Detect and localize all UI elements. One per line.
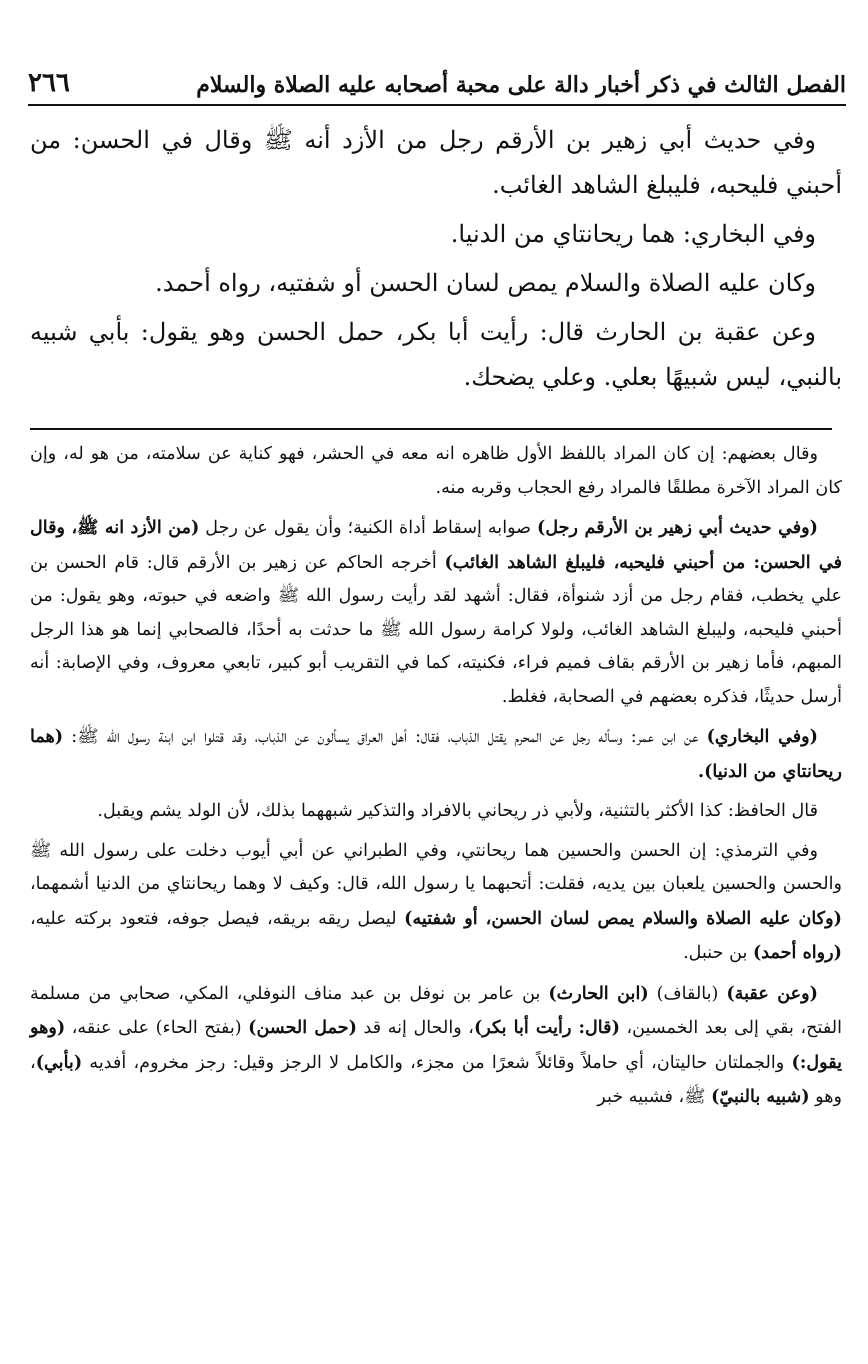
commentary-text: عن ابن عمر: وسأله رجل عن المحرم يقتل الذباب، فقال: أهل العراق يسألون عن الذباب، وقد قتلوا ابن ابنة رسول الله ﷺ:	[63, 727, 707, 747]
quoted-matn-text: (وهو يقول:)	[30, 1017, 842, 1073]
main-paragraph: وكان عليه الصلاة والسلام يمص لسان الحسن أو شفتيه، رواه أحمد.	[155, 269, 816, 297]
quoted-matn-text: (هما ريحانتاي من الدنيا).	[30, 726, 842, 782]
quoted-matn-text: (وفي حديث أبي زهير بن الأرقم رجل)	[537, 517, 818, 538]
commentary-paragraph	[30, 795, 842, 829]
commentary-text: قال الحافظ: كذا الأكثر بالتثنية، ولأبي ذر ريحاني بالافراد والتذكير شبههما بذلك، لأن الولد يشم ويقبل.	[97, 801, 818, 821]
commentary-text: ، وهو	[30, 1052, 842, 1107]
commentary-text: ﷺ، فشبيه خبر	[597, 1087, 712, 1107]
commentary-text: وقال بعضهم: إن كان المراد باللفظ الأول ظاهره انه معه في الحشر، فهو كناية عن سلامته، من هو له، وإن كان المراد الآخرة مطلقًا فالمراد رفع الحجاب وقربه منه.	[30, 444, 842, 498]
quoted-matn-text: (بأبي)	[35, 1051, 83, 1073]
commentary-paragraph	[30, 438, 842, 505]
quoted-matn-text: (قال: رأيت أبا بكر)	[473, 1017, 620, 1038]
commentary-text: (بفتح الحاء) على عنقه،	[65, 1018, 249, 1038]
quoted-matn-text: (رواه أحمد)	[752, 942, 842, 963]
commentary-text: صوابه إسقاط أداة الكنية؛ وأن يقول عن رجل	[199, 518, 538, 538]
commentary-text: (بالقاف)	[648, 983, 727, 1004]
page-number: ٢٦٦	[28, 68, 70, 98]
commentary-paragraph	[30, 511, 842, 714]
commentary-paragraph	[30, 977, 842, 1115]
running-title: الفصل الثالث في ذكر أخبار دالة على محبة أصحابه عليه الصلاة والسلام	[196, 72, 846, 98]
commentary-text: بن حنبل.	[683, 943, 753, 963]
quoted-matn-text: (وكان عليه الصلاة والسلام يمص لسان الحسن، أو شفتيه)	[404, 907, 842, 929]
quoted-matn-text: (من الأزد انه ﷺ، وقال في الحسن: من أحبني فليحبه، فليبلغ الشاهد الغائب)	[30, 517, 842, 573]
quoted-matn-text: (وعن عقبة)	[726, 982, 818, 1004]
main-paragraph: وعن عقبة بن الحارث قال: رأيت أبا بكر، حمل الحسن وهو يقول: بأبي شبيه بالنبي، ليس شبيهًا بعلي. وعلي يضحك.	[30, 318, 842, 391]
quoted-matn-text: (حمل الحسن)	[248, 1017, 357, 1038]
commentary	[30, 438, 842, 1121]
commentary-text: ، والحال إنه قد	[356, 1018, 474, 1038]
commentary-paragraph	[30, 835, 842, 971]
commentary-paragraph	[30, 720, 842, 789]
commentary-text: والجملتان حاليتان، أي حاملاً وقائلاً شعرًا من مجزء، والكامل لا الرجز وقيل: رجز مخروم، أفديه	[82, 1052, 792, 1073]
main-paragraph: وفي حديث أبي زهير بن الأرقم رجل من الأزد أنه ﷺ وقال في الحسن: من أحبني فليحبه، فليبلغ الشاهد الغائب.	[30, 126, 842, 199]
main-text	[30, 118, 842, 404]
page-header	[28, 58, 846, 106]
commentary-text: بن عامر بن نوفل بن عبد مناف النوفلي، المكي، صحابي من مسلمة الفتح، بقي إلى بعد الخمسين،	[30, 983, 842, 1038]
section-divider	[30, 428, 832, 430]
commentary-text: ليصل ريقه بريقه، فيصل جوفه، فتعود بركته عليه،	[30, 908, 405, 929]
quoted-matn-text: (ابن الحارث)	[548, 982, 649, 1004]
quoted-matn-text: (شبيه بالنبيّ)	[711, 1086, 810, 1107]
quoted-matn-text: (وفي البخاري)	[706, 726, 819, 747]
main-paragraph: وفي البخاري: هما ريحانتاي من الدنيا.	[450, 220, 816, 248]
commentary-text: أخرجه الحاكم عن زهير بن الأرقم قال: قام الحسن بن علي يخطب، فقام رجل من أزد شنوأة، فقال: أشهد لقد رأيت رسول الله ﷺ واضعه في حبوته، وهو يقول: من أحبني فليحبه، وليبلغ الشاهد الغائب، ولولا كرامة رسول الله ﷺ ما حدثت به أحدًا، فالصحابي إنما هو هذا الرجل المبهم، فأما زهير بن الأرقم بقاف فميم فراء، فكنيته، كما في التقريب أبو كبير، تابعي معروف، وفي الإصابة: أنه أرسل حديثًا، فذكره بعضهم في الصحابة، فغلط.	[30, 552, 842, 707]
commentary-text: وفي الترمذي: إن الحسن والحسين هما ريحانتي، وفي الطبراني عن أبي أيوب دخلت على رسول الله ﷺ والحسن والحسين يلعبان بين يديه، فقلت: أتحبهما يا رسول الله، قال: وكيف لا وهما ريحانتاي من الدنيا أشمهما،	[30, 840, 842, 894]
